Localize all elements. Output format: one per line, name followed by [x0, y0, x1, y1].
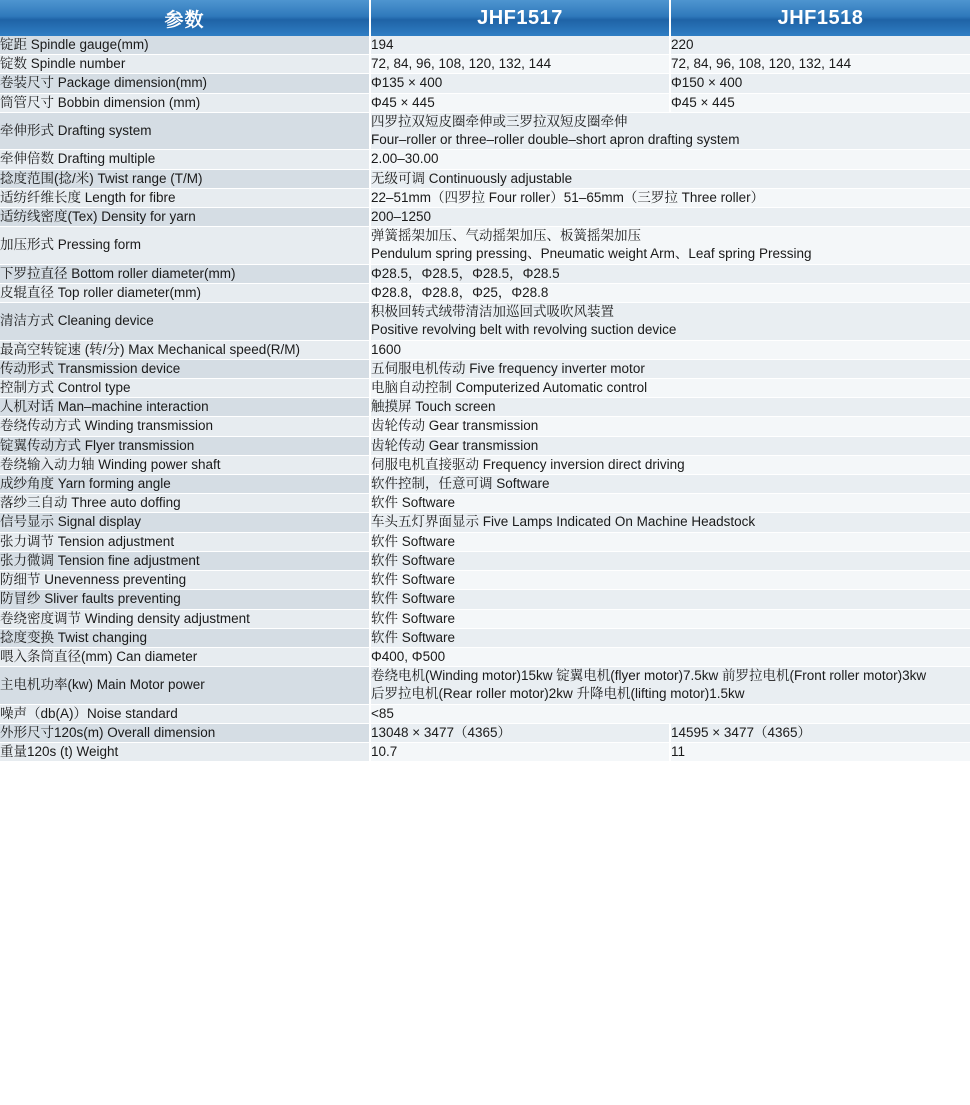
row-value-shared: 200–1250 — [370, 207, 970, 226]
row-label: 防细节 Unevenness preventing — [0, 571, 370, 590]
table-row — [0, 475, 970, 494]
table-row — [0, 359, 970, 378]
table-row — [0, 188, 970, 207]
row-label: 下罗拉直径 Bottom roller diameter(mm) — [0, 264, 370, 283]
row-value-shared: 软件 Software — [370, 532, 970, 551]
table-row — [0, 112, 970, 149]
row-value-shared: 车头五灯界面显示 Five Lamps Indicated On Machine Headstock — [370, 513, 970, 532]
row-value-line-1: 弹簧摇架加压、气动摇架加压、板簧摇架加压 — [371, 228, 641, 244]
table-row — [0, 743, 970, 762]
row-value-shared: 触摸屏 Touch screen — [370, 398, 970, 417]
table-row — [0, 723, 970, 742]
table-row — [0, 648, 970, 667]
row-label: 信号显示 Signal display — [0, 513, 370, 532]
row-value-model-1: 72, 84, 96, 108, 120, 132, 144 — [370, 55, 670, 74]
row-value-model-2: Φ45 × 445 — [670, 93, 970, 112]
row-label: 喂入条筒直径(mm) Can diameter — [0, 648, 370, 667]
row-value-model-2: Φ150 × 400 — [670, 74, 970, 93]
column-header-model-1: JHF1517 — [370, 0, 670, 36]
row-label: 张力调节 Tension adjustment — [0, 532, 370, 551]
row-label: 落纱三自动 Three auto doffing — [0, 494, 370, 513]
table-row — [0, 667, 970, 704]
table-row — [0, 303, 970, 340]
row-value-shared — [370, 303, 970, 340]
row-value-model-2: 72, 84, 96, 108, 120, 132, 144 — [670, 55, 970, 74]
header-row — [0, 0, 970, 36]
row-value-shared: 软件 Software — [370, 494, 970, 513]
row-label: 控制方式 Control type — [0, 378, 370, 397]
row-label: 适纺纤维长度 Length for fibre — [0, 188, 370, 207]
row-value-shared: 电脑自动控制 Computerized Automatic control — [370, 378, 970, 397]
row-value-shared — [370, 667, 970, 704]
table-row — [0, 227, 970, 264]
row-value-model-2: 14595 × 3477（4365） — [670, 723, 970, 742]
row-label: 清洁方式 Cleaning device — [0, 303, 370, 340]
column-header-parameter: 参数 — [0, 0, 370, 36]
table-row — [0, 283, 970, 302]
table-row — [0, 93, 970, 112]
table-row — [0, 417, 970, 436]
row-value-shared: 软件 Software — [370, 571, 970, 590]
row-label: 卷绕传动方式 Winding transmission — [0, 417, 370, 436]
row-label: 卷绕密度调节 Winding density adjustment — [0, 609, 370, 628]
table-header — [0, 0, 970, 36]
table-row — [0, 436, 970, 455]
row-value-line-2: 后罗拉电机(Rear roller motor)2kw 升降电机(lifting motor)1.5kw — [371, 686, 745, 702]
table-row — [0, 590, 970, 609]
row-label: 外形尺寸120s(m) Overall dimension — [0, 723, 370, 742]
row-label: 重量120s (t) Weight — [0, 743, 370, 762]
table-row — [0, 169, 970, 188]
table-row — [0, 628, 970, 647]
row-value-model-1: 10.7 — [370, 743, 670, 762]
table-row — [0, 74, 970, 93]
row-value-shared: 软件 Software — [370, 590, 970, 609]
row-value-shared — [370, 112, 970, 149]
row-label: 捻度变换 Twist changing — [0, 628, 370, 647]
row-value-line-1: 积极回转式绒带清洁加巡回式吸吹风装置 — [371, 304, 614, 320]
row-label: 卷装尺寸 Package dimension(mm) — [0, 74, 370, 93]
row-value-shared: 软件 Software — [370, 609, 970, 628]
table-row — [0, 513, 970, 532]
row-value-shared: Φ400, Φ500 — [370, 648, 970, 667]
row-label: 筒管尺寸 Bobbin dimension (mm) — [0, 93, 370, 112]
row-value-model-1: 13048 × 3477（4365） — [370, 723, 670, 742]
row-label: 牵伸形式 Drafting system — [0, 112, 370, 149]
row-value-shared: 无级可调 Continuously adjustable — [370, 169, 970, 188]
table-row — [0, 609, 970, 628]
row-label: 适纺线密度(Tex) Density for yarn — [0, 207, 370, 226]
table-row — [0, 704, 970, 723]
table-row — [0, 551, 970, 570]
row-label: 人机对话 Man–machine interaction — [0, 398, 370, 417]
row-label: 卷绕输入动力轴 Winding power shaft — [0, 455, 370, 474]
row-value-shared: 22–51mm（四罗拉 Four roller）51–65mm（三罗拉 Three roller） — [370, 188, 970, 207]
table-row — [0, 36, 970, 55]
row-label: 成纱角度 Yarn forming angle — [0, 475, 370, 494]
table-row — [0, 571, 970, 590]
row-label: 牵伸倍数 Drafting multiple — [0, 150, 370, 169]
table-row — [0, 340, 970, 359]
row-label: 锭数 Spindle number — [0, 55, 370, 74]
row-label: 噪声（db(A)）Noise standard — [0, 704, 370, 723]
table-row — [0, 55, 970, 74]
table-row — [0, 207, 970, 226]
row-label: 锭翼传动方式 Flyer transmission — [0, 436, 370, 455]
row-value-shared: 软件控制，任意可调 Software — [370, 475, 970, 494]
row-value-line-1: 四罗拉双短皮圈牵伸或三罗拉双短皮圈牵伸 — [371, 113, 628, 129]
row-value-shared: Φ28.5，Φ28.5，Φ28.5，Φ28.5 — [370, 264, 970, 283]
table-row — [0, 455, 970, 474]
table-body — [0, 36, 970, 762]
row-value-model-1: Φ45 × 445 — [370, 93, 670, 112]
row-value-line-2: Positive revolving belt with revolving suction device — [371, 322, 677, 338]
row-value-model-2: 220 — [670, 36, 970, 55]
row-value-shared: <85 — [370, 704, 970, 723]
table-row — [0, 150, 970, 169]
table-row — [0, 532, 970, 551]
row-label: 防冒纱 Sliver faults preventing — [0, 590, 370, 609]
row-label: 锭距 Spindle gauge(mm) — [0, 36, 370, 55]
row-value-model-1: 194 — [370, 36, 670, 55]
row-value-shared: 2.00–30.00 — [370, 150, 970, 169]
row-value-shared: 齿轮传动 Gear transmission — [370, 436, 970, 455]
row-label: 主电机功率(kw) Main Motor power — [0, 667, 370, 704]
row-value-shared: 五伺服电机传动 Five frequency inverter motor — [370, 359, 970, 378]
row-value-shared: 齿轮传动 Gear transmission — [370, 417, 970, 436]
row-label: 捻度范围(捻/米) Twist range (T/M) — [0, 169, 370, 188]
row-value-line-2: Pendulum spring pressing、Pneumatic weight Arm、Leaf spring Pressing — [371, 246, 812, 262]
table-row — [0, 494, 970, 513]
table-row — [0, 264, 970, 283]
row-value-line-1: 卷绕电机(Winding motor)15kw 锭翼电机(flyer motor)7.5kw 前罗拉电机(Front roller motor)3kw — [371, 668, 927, 684]
row-value-shared: 软件 Software — [370, 551, 970, 570]
row-value-line-2: Four–roller or three–roller double–short apron drafting system — [371, 132, 740, 148]
column-header-model-2: JHF1518 — [670, 0, 970, 36]
row-value-model-1: Φ135 × 400 — [370, 74, 670, 93]
row-label: 张力微调 Tension fine adjustment — [0, 551, 370, 570]
row-value-model-2: 11 — [670, 743, 970, 762]
table-row — [0, 378, 970, 397]
row-label: 传动形式 Transmission device — [0, 359, 370, 378]
row-value-shared: 软件 Software — [370, 628, 970, 647]
row-value-shared — [370, 227, 970, 264]
row-label: 加压形式 Pressing form — [0, 227, 370, 264]
row-label: 皮辊直径 Top roller diameter(mm) — [0, 283, 370, 302]
row-label: 最高空转锭速 (转/分) Max Mechanical speed(R/M) — [0, 340, 370, 359]
row-value-shared: 1600 — [370, 340, 970, 359]
row-value-shared: Φ28.8，Φ28.8，Φ25，Φ28.8 — [370, 283, 970, 302]
table-row — [0, 398, 970, 417]
row-value-shared: 伺服电机直接驱动 Frequency inversion direct driving — [370, 455, 970, 474]
